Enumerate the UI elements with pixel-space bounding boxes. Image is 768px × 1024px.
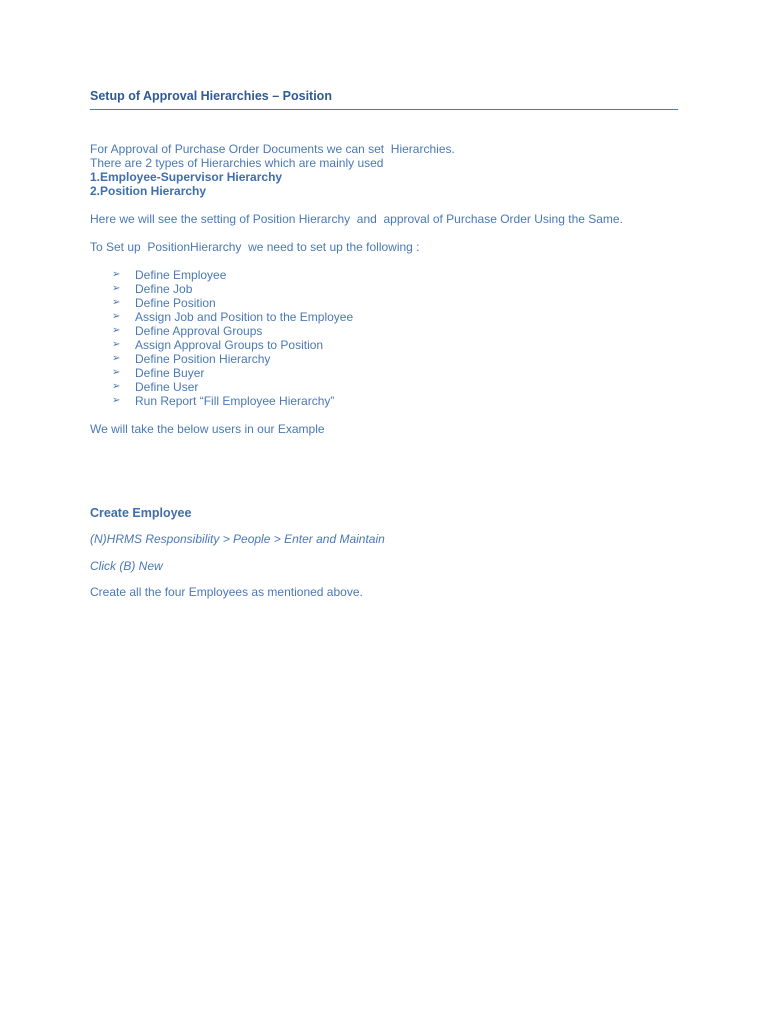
- click-instruction: Click (B) New: [90, 559, 163, 573]
- list-item-label: Define Job: [135, 282, 193, 296]
- list-item: [112, 366, 678, 380]
- arrowhead-bullet-icon: ➢: [112, 311, 121, 322]
- list-item-label: Define Position Hierarchy: [135, 352, 271, 366]
- list-item-label: Define Buyer: [135, 366, 205, 380]
- arrowhead-bullet-icon: ➢: [112, 325, 121, 336]
- list-item-label: Define Employee: [135, 268, 227, 282]
- create-paragraph: Create all the four Employees as mentioned above.: [90, 585, 363, 599]
- setup-paragraph: To Set up PositionHierarchy we need to set up the following :: [90, 240, 420, 254]
- hierarchy-type-1: 1.Employee-Supervisor Hierarchy: [90, 170, 283, 184]
- list-item: [112, 394, 678, 408]
- spacer: [90, 546, 678, 559]
- list-item-label: Define Approval Groups: [135, 324, 263, 338]
- arrowhead-bullet-icon: ➢: [112, 339, 121, 350]
- spacer: [90, 226, 678, 240]
- arrowhead-bullet-icon: ➢: [112, 297, 121, 308]
- arrowhead-bullet-icon: ➢: [112, 395, 121, 406]
- navigation-path: (N)HRMS Responsibility > People > Enter and Maintain: [90, 532, 385, 546]
- arrowhead-bullet-icon: ➢: [112, 283, 121, 294]
- list-item-label: Define User: [135, 380, 199, 394]
- users-paragraph: We will take the below users in our Example: [90, 422, 325, 436]
- list-item: [112, 310, 678, 324]
- list-item: [112, 380, 678, 394]
- list-item: [112, 324, 678, 338]
- list-item: [112, 268, 678, 282]
- intro-line-1: For Approval of Purchase Order Documents we can set Hierarchies.: [90, 142, 455, 156]
- intro-line-2: There are 2 types of Hierarchies which are mainly used: [90, 156, 384, 170]
- arrowhead-bullet-icon: ➢: [112, 367, 121, 378]
- list-item: [112, 338, 678, 352]
- list-item: [112, 296, 678, 310]
- arrowhead-bullet-icon: ➢: [112, 353, 121, 364]
- setup-steps-list: [90, 268, 678, 408]
- spacer: [90, 254, 678, 268]
- list-item-label: Assign Job and Position to the Employee: [135, 310, 354, 324]
- arrowhead-bullet-icon: ➢: [112, 381, 121, 392]
- spacer: [90, 521, 678, 532]
- document-page: [90, 88, 678, 599]
- document-title: Setup of Approval Hierarchies – Position: [90, 88, 678, 110]
- section-heading: Create Employee: [90, 506, 192, 520]
- list-item-label: Assign Approval Groups to Position: [135, 338, 324, 352]
- spacer: [90, 198, 678, 212]
- spacer: [90, 573, 678, 585]
- spacer: [90, 110, 678, 142]
- list-item-label: Run Report “Fill Employee Hierarchy”: [135, 394, 335, 408]
- list-item: [112, 282, 678, 296]
- spacer: [90, 408, 678, 422]
- spacer: [90, 436, 678, 506]
- hierarchy-type-2: 2.Position Hierarchy: [90, 184, 207, 198]
- arrowhead-bullet-icon: ➢: [112, 269, 121, 280]
- list-item: [112, 352, 678, 366]
- setting-paragraph: Here we will see the setting of Position Hierarchy and approval of Purchase Order Using the Same.: [90, 212, 623, 226]
- list-item-label: Define Position: [135, 296, 216, 310]
